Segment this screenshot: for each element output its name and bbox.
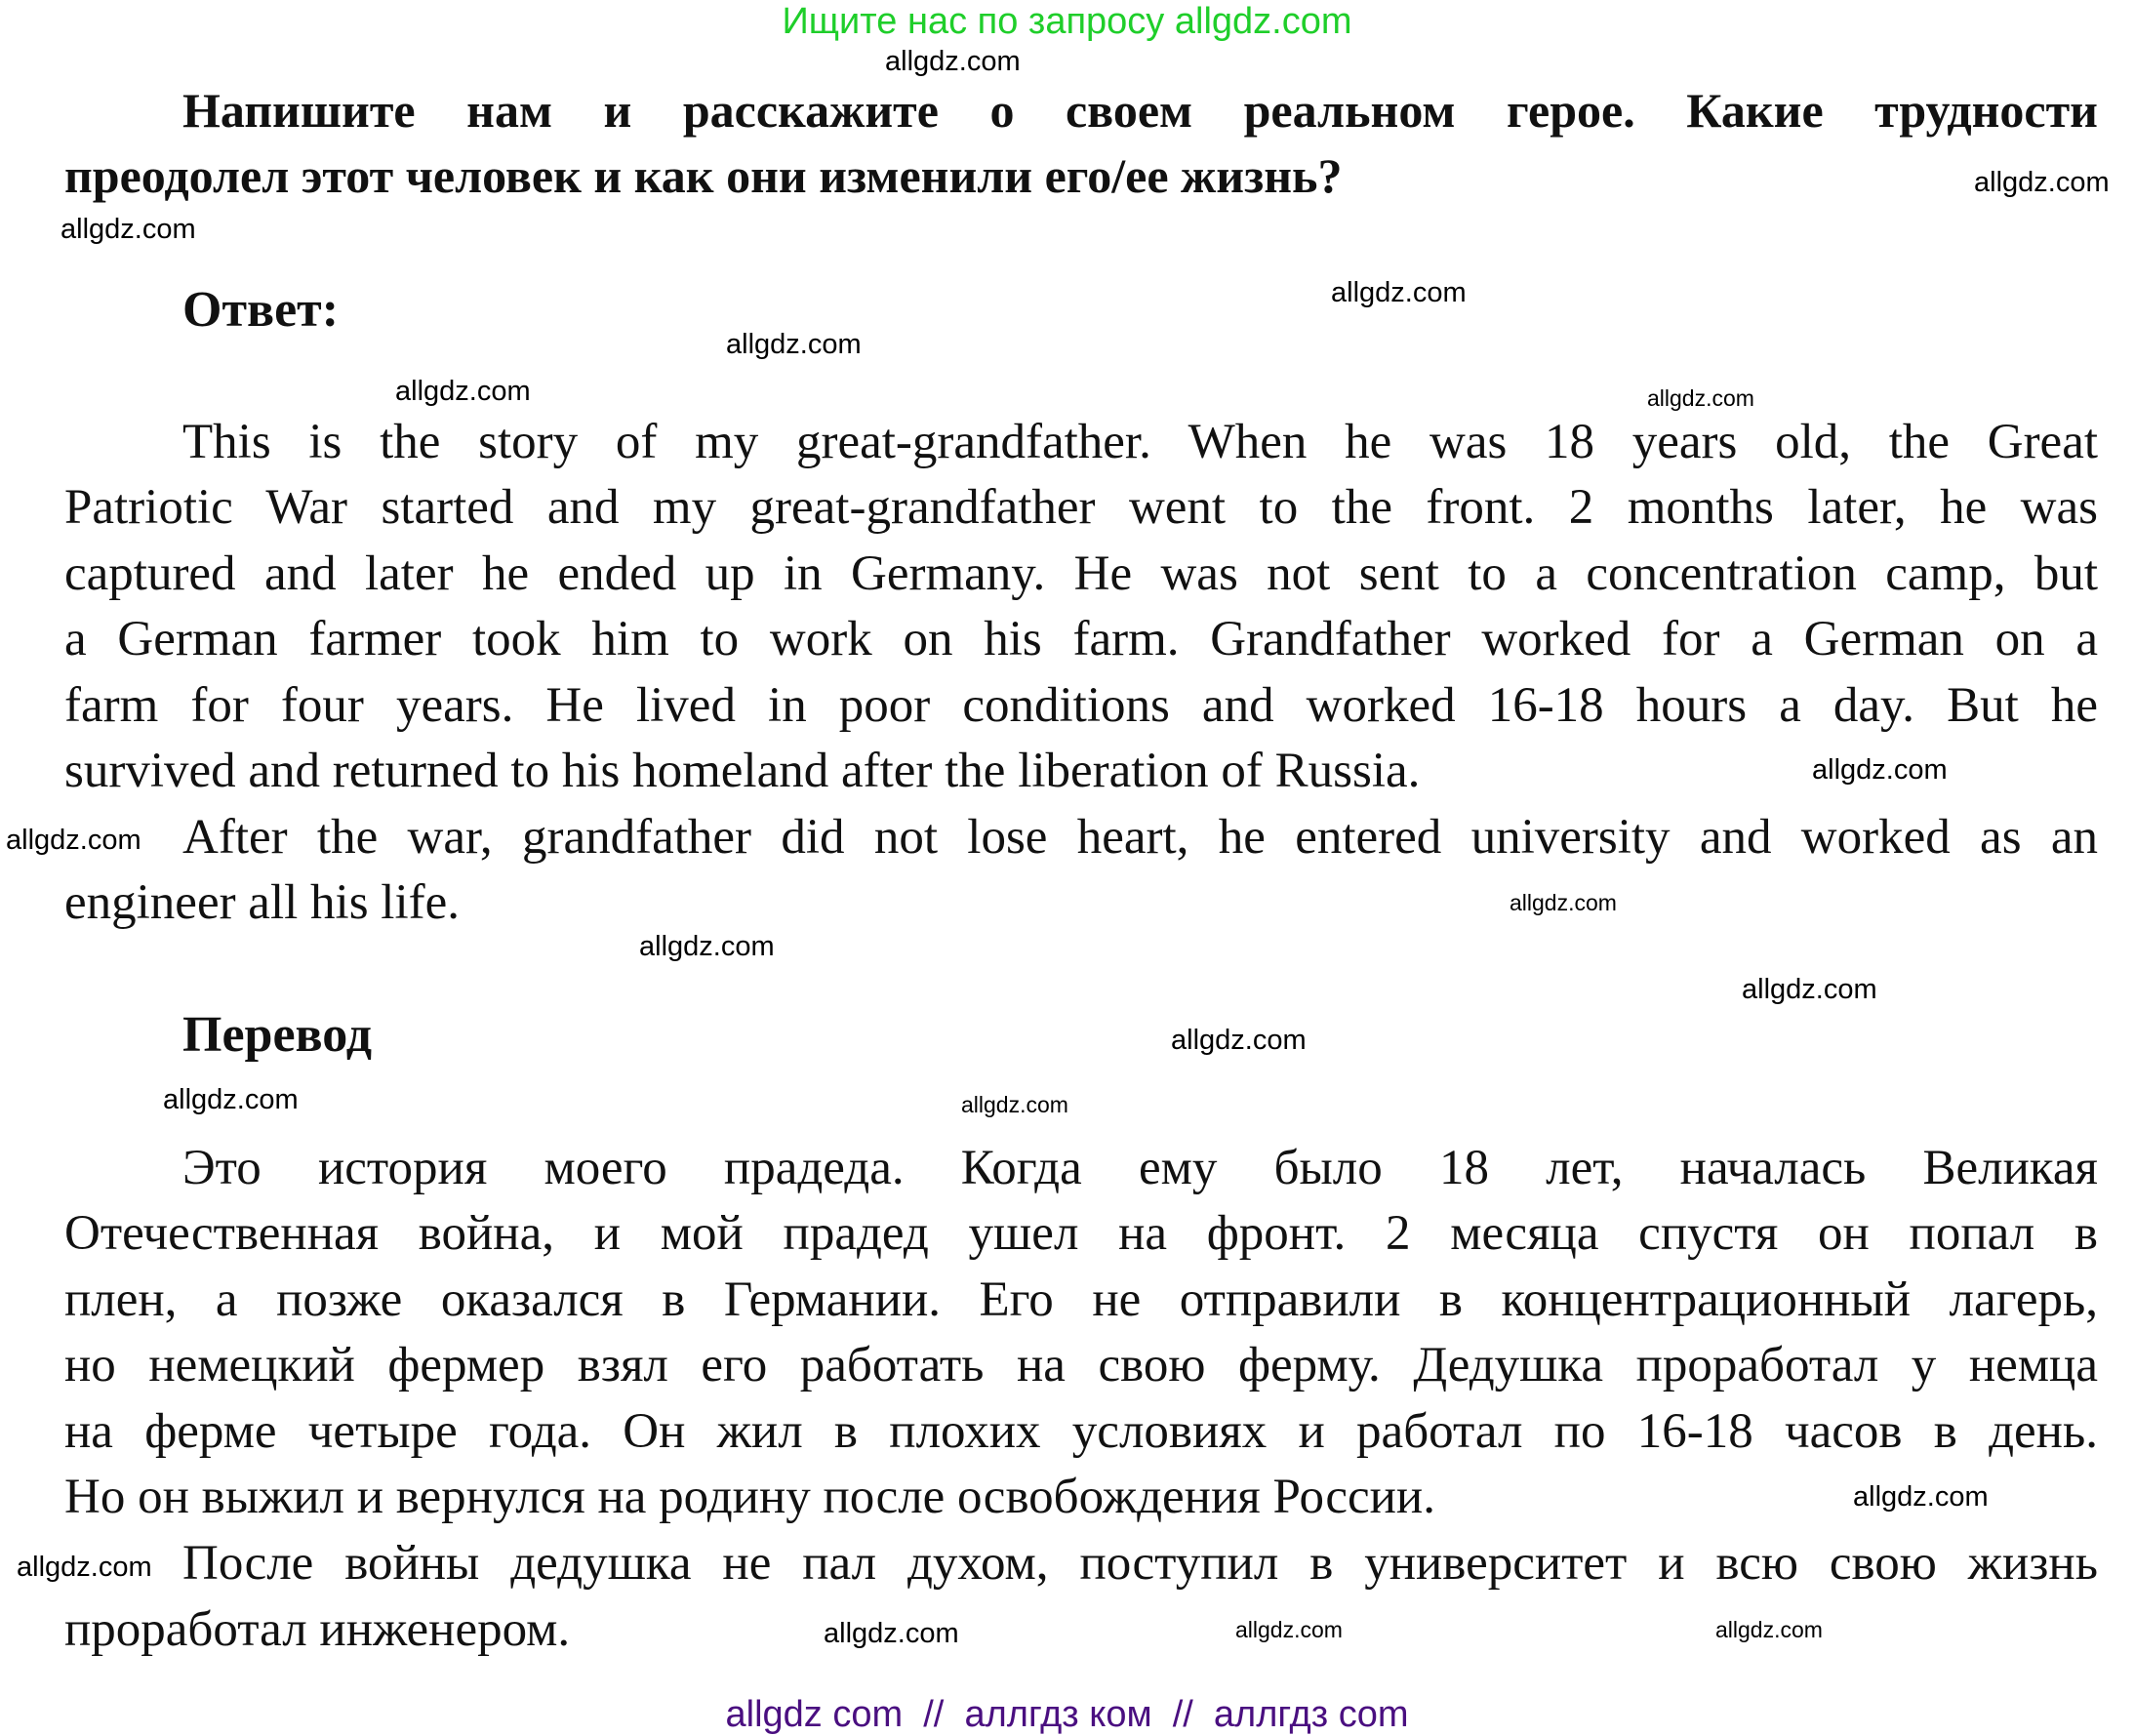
watermark: allgdz.com bbox=[1715, 1617, 1823, 1642]
answer-line: engineer all his life. bbox=[64, 875, 461, 930]
answer-line: captured and later he ended up in Germany. He was not sent to a concentration camp, but bbox=[64, 546, 2098, 601]
question-line: преодолел этот человек и как они изменили его/ее жизнь? bbox=[64, 148, 1343, 203]
watermark: allgdz.com bbox=[824, 1618, 959, 1649]
translation-line: но немецкий фермер взял его работать на свою ферму. Дедушка проработал у немца bbox=[64, 1338, 2098, 1393]
watermark: allgdz.com bbox=[639, 931, 775, 962]
answer-line: farm for four years. He lived in poor conditions and worked 16-18 hours a day. But he bbox=[64, 678, 2098, 733]
answer-line: After the war, grandfather did not lose heart, he entered university and worked as an bbox=[182, 810, 2098, 865]
watermark: allgdz.com bbox=[1974, 167, 2110, 198]
translation-line: на ферме четыре года. Он жил в плохих условиях и работал по 16-18 часов в день. bbox=[64, 1404, 2098, 1459]
footer-links: allgdz com // аллгдз ком // аллгдз com bbox=[725, 1694, 1409, 1735]
watermark: allgdz.com bbox=[961, 1092, 1068, 1117]
watermark: allgdz.com bbox=[395, 376, 531, 407]
watermark: allgdz.com bbox=[1853, 1481, 1989, 1513]
watermark: allgdz.com bbox=[6, 825, 141, 856]
translation-heading: Перевод bbox=[182, 1007, 373, 1063]
question-line: Напишите нам и расскажите о своем реальном герое. Какие трудности bbox=[182, 83, 2098, 138]
answer-line: This is the story of my great-grandfather. When he was 18 years old, the Great bbox=[182, 415, 2098, 469]
watermark: allgdz.com bbox=[1235, 1617, 1343, 1642]
watermark: allgdz.com bbox=[1331, 277, 1467, 308]
answer-line: Patriotic War started and my great-grandfather went to the front. 2 months later, he was bbox=[64, 480, 2098, 535]
watermark: allgdz.com bbox=[1510, 890, 1617, 915]
answer-line: a German farmer took him to work on his farm. Grandfather worked for a German on a bbox=[64, 612, 2098, 666]
translation-line: плен, а позже оказался в Германии. Его не отправили в концентрационный лагерь, bbox=[64, 1272, 2098, 1327]
watermark: allgdz.com bbox=[1742, 974, 1877, 1005]
watermark: allgdz.com bbox=[726, 329, 862, 360]
watermark: allgdz.com bbox=[885, 46, 1021, 77]
search-banner: Ищите нас по запросу allgdz.com bbox=[782, 1, 1352, 42]
translation-line: Это история моего прадеда. Когда ему было 18 лет, началась Великая bbox=[182, 1141, 2098, 1195]
translation-line: После войны дедушка не пал духом, поступил в университет и всю свою жизнь bbox=[182, 1536, 2098, 1591]
watermark: allgdz.com bbox=[60, 214, 196, 245]
translation-line: Отечественная война, и мой прадед ушел на фронт. 2 месяца спустя он попал в bbox=[64, 1206, 2098, 1261]
watermark: allgdz.com bbox=[1171, 1025, 1307, 1056]
translation-line: проработал инженером. bbox=[64, 1602, 571, 1657]
answer-heading: Ответ: bbox=[182, 282, 340, 338]
watermark: allgdz.com bbox=[1647, 385, 1754, 411]
watermark: allgdz.com bbox=[17, 1552, 152, 1583]
watermark: allgdz.com bbox=[163, 1084, 299, 1115]
translation-line: Но он выжил и вернулся на родину после освобождения России. bbox=[64, 1470, 1435, 1524]
answer-line: survived and returned to his homeland after the liberation of Russia. bbox=[64, 744, 1421, 798]
watermark: allgdz.com bbox=[1812, 754, 1948, 786]
